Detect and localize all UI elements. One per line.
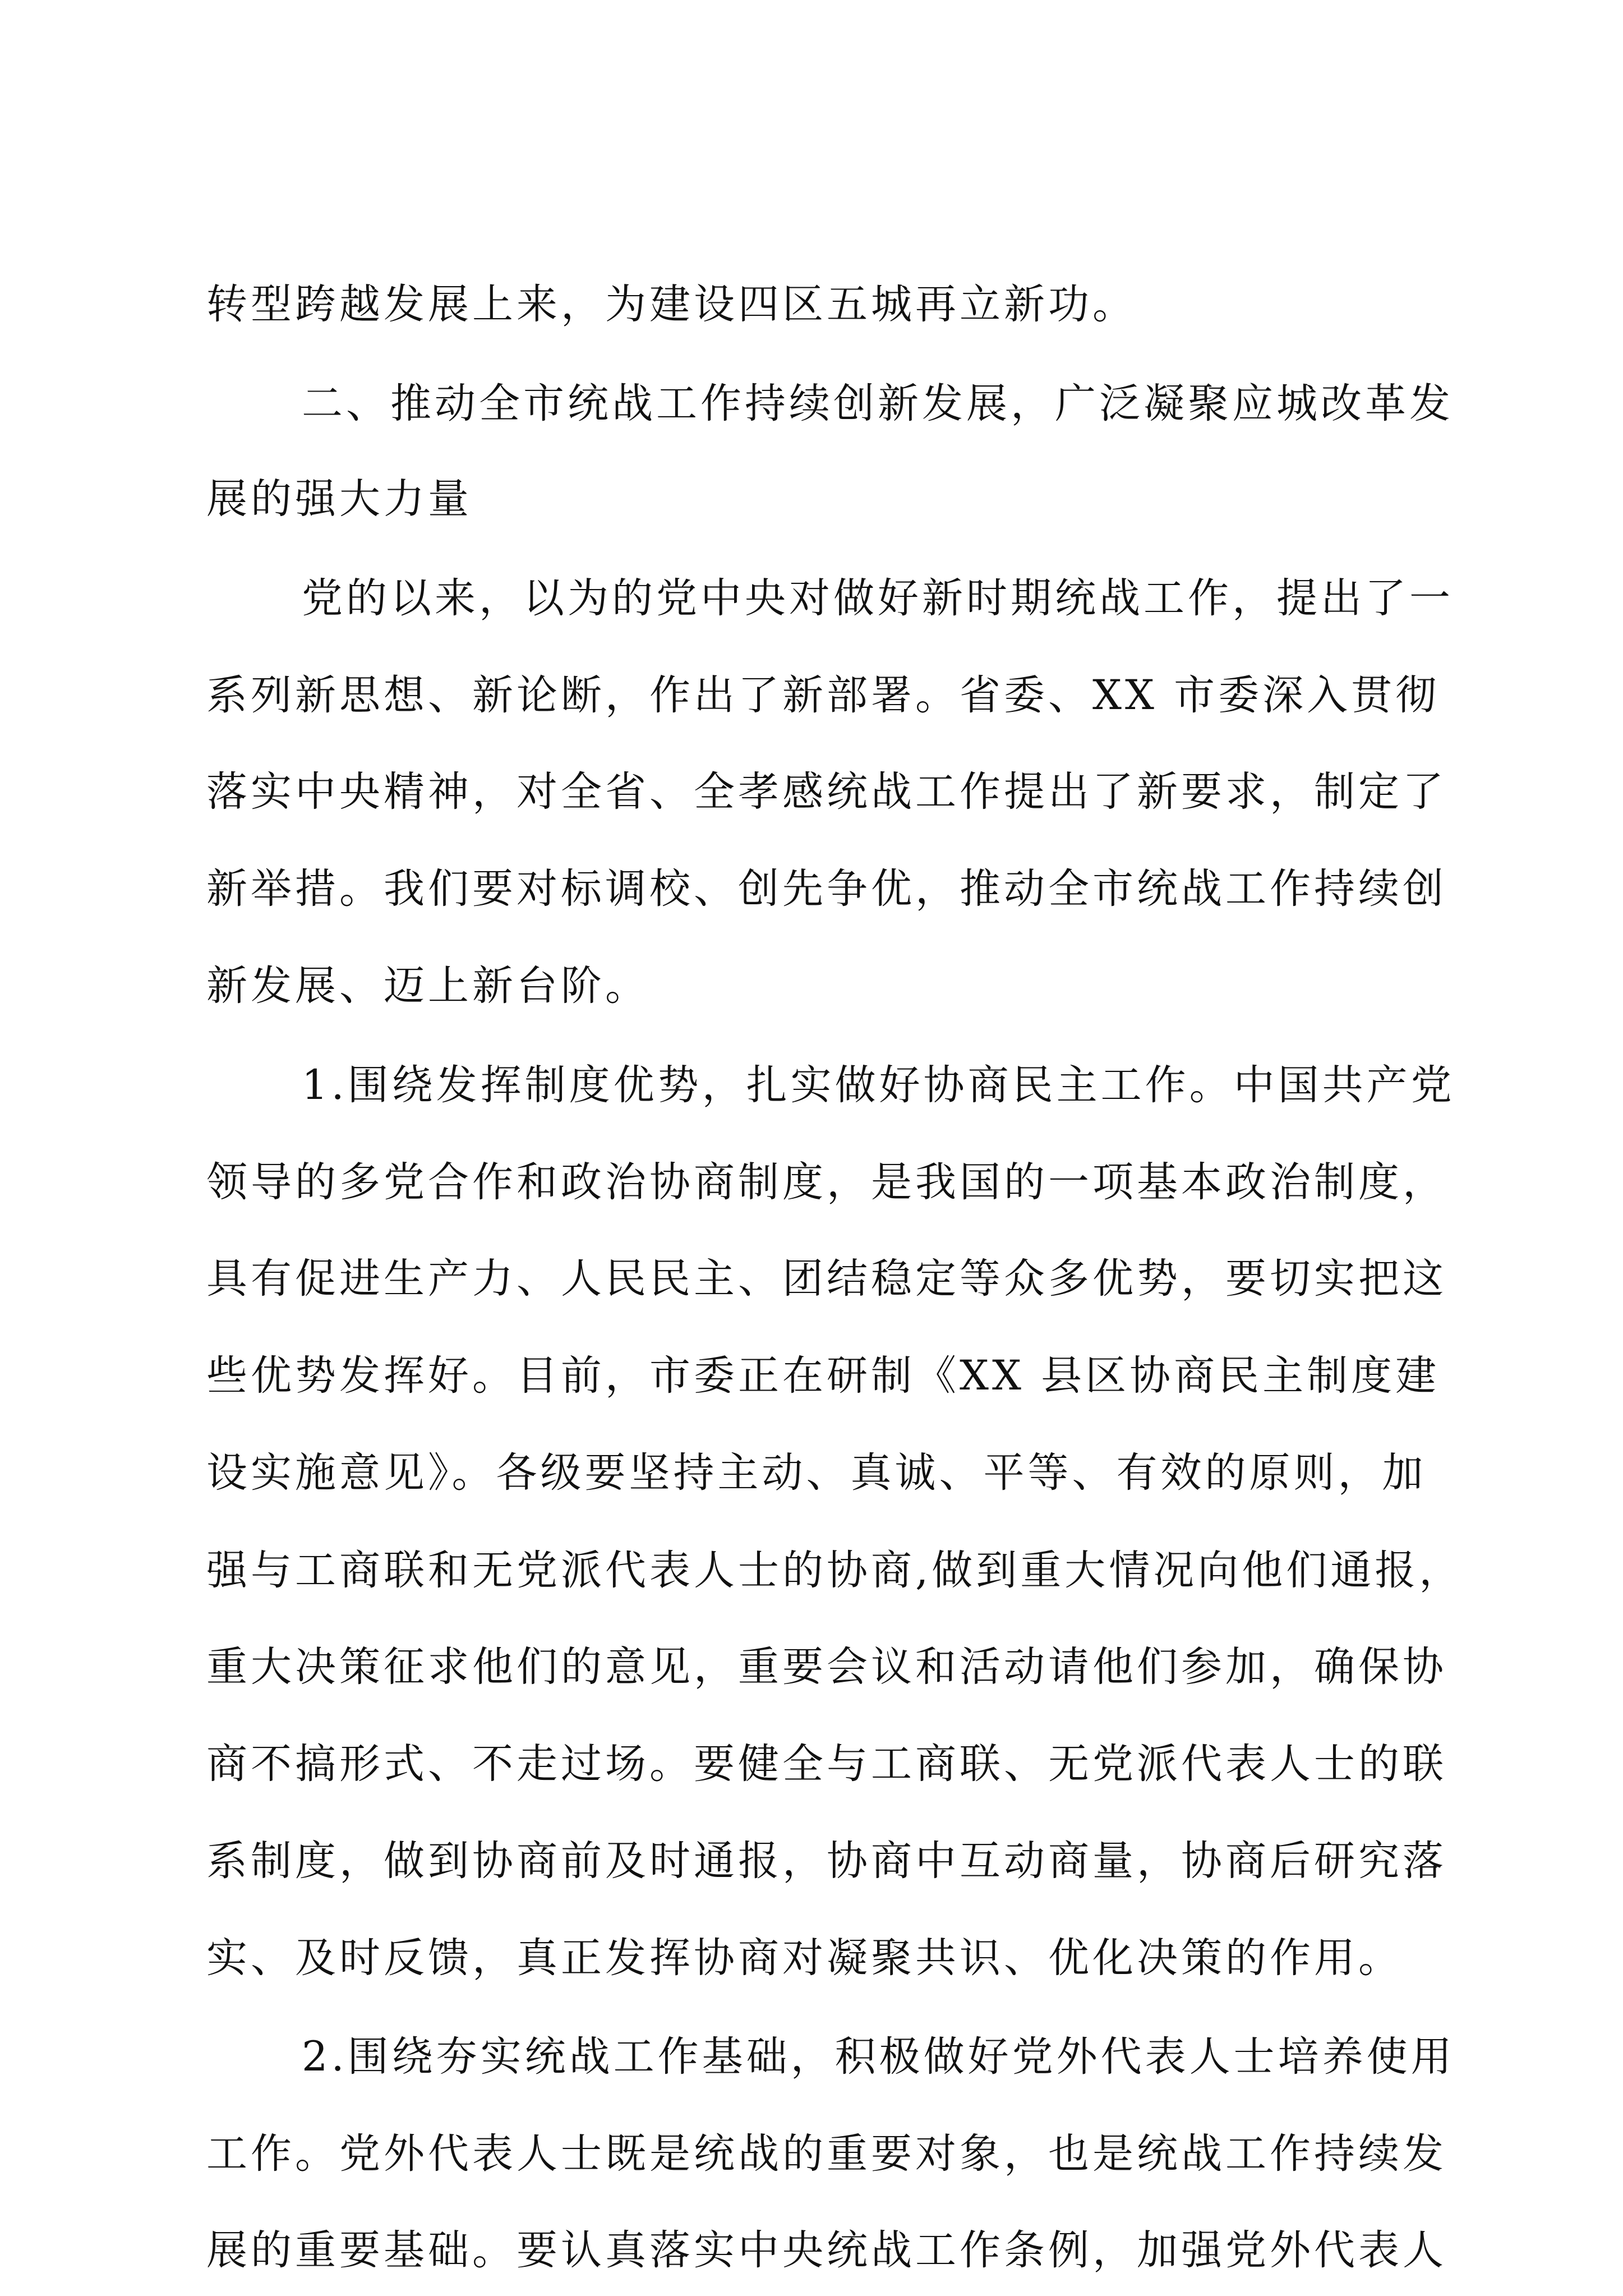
section-heading-line-2: 展的强大力量 xyxy=(206,475,472,523)
body-line-21: 展的重要基础。要认真落实中央统战工作条例，加强党外代表人 xyxy=(206,2226,1447,2274)
body-line-9: 1.围绕发挥制度优势，扎实做好协商民主工作。中国共产党 xyxy=(302,1061,1455,1109)
body-line-20: 工作。党外代表人士既是统战的重要对象，也是统战工作持续发 xyxy=(206,2130,1447,2178)
body-line-7: 新举措。我们要对标调校、创先争优，推动全市统战工作持续创 xyxy=(206,865,1447,913)
body-line-12: 些优势发挥好。目前，市委正在研制《XX 县区协商民主制度建 xyxy=(206,1352,1440,1400)
body-line-16: 商不搞形式、不走过场。要健全与工商联、无党派代表人士的联 xyxy=(206,1740,1447,1788)
body-line-1: 转型跨越发展上来，为建设四区五城再立新功。 xyxy=(206,280,1137,328)
body-line-19: 2.围绕夯实统战工作基础，积极做好党外代表人士培养使用 xyxy=(302,2033,1455,2081)
body-line-6: 落实中央精神，对全省、全孝感统战工作提出了新要求，制定了 xyxy=(206,768,1447,816)
body-line-15: 重大决策征求他们的意见，重要会议和活动请他们参加，确保协 xyxy=(206,1643,1447,1691)
body-line-8: 新发展、迈上新台阶。 xyxy=(206,962,649,1010)
section-heading-line-1: 二、推动全市统战工作持续创新发展，广泛凝聚应城改革发 xyxy=(302,380,1454,427)
body-line-18: 实、及时反馈，真正发挥协商对凝聚共识、优化决策的作用。 xyxy=(206,1934,1403,1982)
body-line-14: 强与工商联和无党派代表人士的协商,做到重大情况向他们通报， xyxy=(206,1547,1464,1594)
body-line-10: 领导的多党合作和政治协商制度，是我国的一项基本政治制度， xyxy=(206,1158,1447,1206)
body-line-4: 党的以来，以为的党中央对做好新时期统战工作，提出了一 xyxy=(302,574,1454,622)
body-line-17: 系制度，做到协商前及时通报，协商中互动商量，协商后研究落 xyxy=(206,1837,1447,1885)
body-line-11: 具有促进生产力、人民民主、团结稳定等众多优势，要切实把这 xyxy=(206,1255,1447,1303)
body-line-5: 系列新思想、新论断，作出了新部署。省委、XX 市委深入贯彻 xyxy=(206,671,1440,719)
body-line-13: 设实施意见》。各级要坚持主动、真诚、平等、有效的原则，加 xyxy=(206,1449,1427,1497)
